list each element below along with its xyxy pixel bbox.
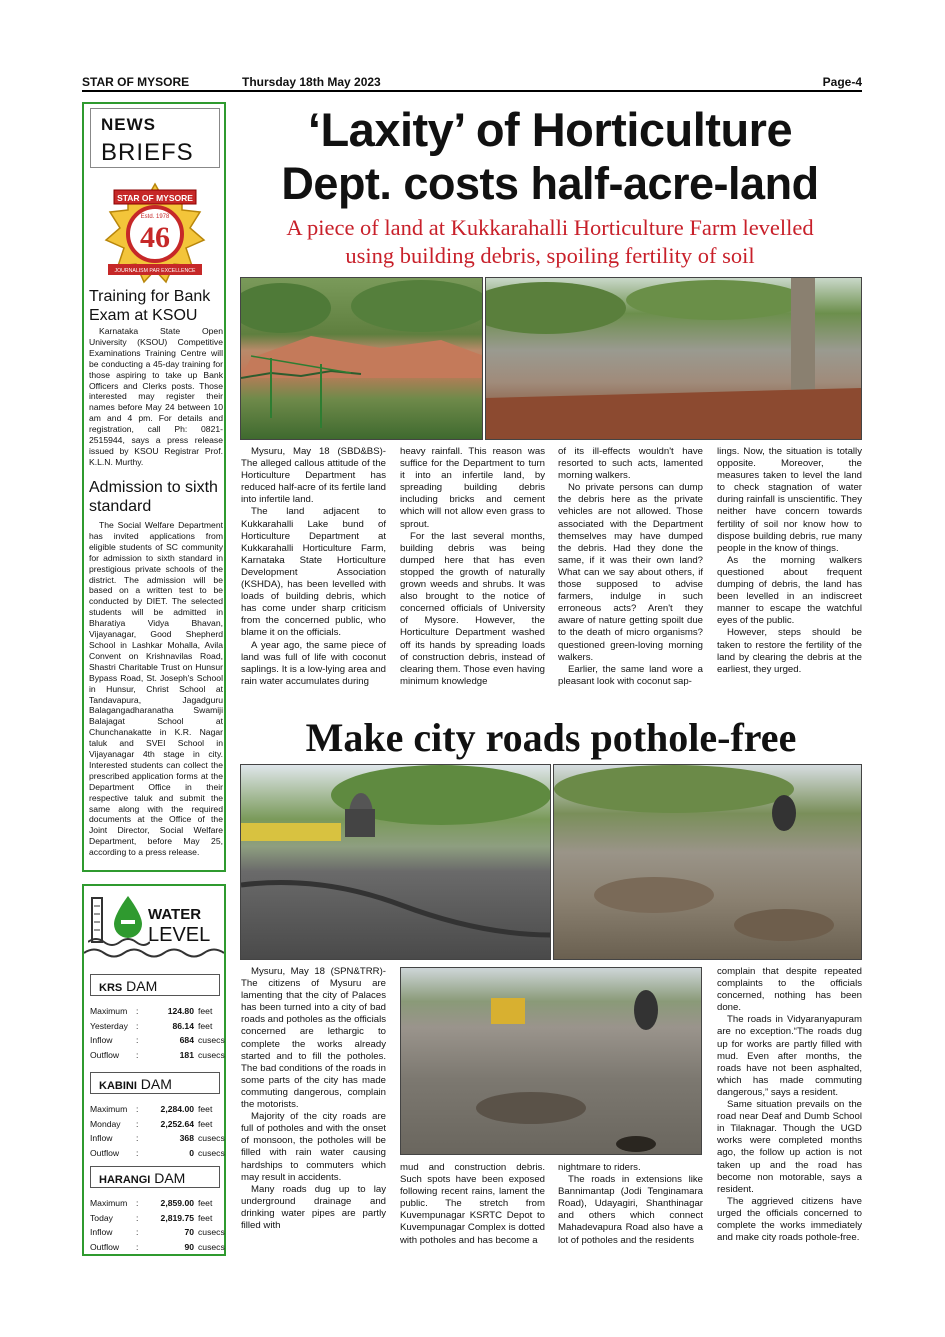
paragraph: For the last several months, building debris was being dumped here that has even stopped the growth of naturally grown weeds and shrubs. It was also brought to the notice of concerned officials of University of Mysore. However, the Horticulture Department washed off its hands by spreading loads of construction debris, instead of clearing them. Those even having minimum knowledge (400, 530, 545, 687)
story1-column-2 (400, 446, 545, 688)
story1-headline-line1: ‘Laxity’ of Horticulture (307, 103, 793, 156)
dam-row: Inflow : 70 cusecs (90, 1227, 225, 1237)
dam-row: Outflow : 181 cusecs (90, 1049, 225, 1060)
dam-kabini-title (90, 1072, 220, 1094)
paragraph: The roads in Vidyaranyapuram are no exception.“The roads dug up for works are partly filled with mud. Even after months, the roads have not been asphalted, which has made commuting dangerous,” says a resident. (717, 1014, 862, 1098)
dam-krs-title (90, 974, 220, 996)
dam-row: Maximum : 2,284.00 feet (90, 1104, 213, 1114)
dam-word: DAM (154, 1170, 186, 1186)
story2-column-3 (558, 1162, 703, 1247)
paragraph: Majority of the city roads are full of potholes and with the onset of monsoon, the potholes will be filled with rain water causing hardships to commuters which may result in accidents. (241, 1111, 386, 1183)
dam-kabini-name: KABINI (99, 1080, 137, 1092)
paragraph: nightmare to riders. (558, 1162, 641, 1173)
logo-text-tagline: JOURNALISM PAR EXCELLENCE (114, 268, 196, 274)
paragraph: However, steps should be taken to restore the fertility of the land by clearing the debris at the earliest, they urged. (717, 627, 862, 675)
photo-road-scooter (240, 764, 551, 960)
water-drop-icon (88, 892, 150, 950)
dam-harangi-name: HARANGI (99, 1174, 151, 1186)
story2-column-1 (241, 966, 386, 1232)
dam-row: Maximum : 124.80 feet (90, 1006, 213, 1016)
masthead (82, 72, 862, 92)
paragraph: complain that despite repeated complaints to the officials concerned, nothing has been done. (717, 966, 862, 1014)
paragraph: mud and construction debris. Such spots have been exposed following recent rains, lament the public. The stretch from Kuvempunagar KSRTC Depot to Kuvempunagar Complex is dotted with potholes and has become a (400, 1162, 545, 1246)
photo-road-autorickshaw (400, 967, 702, 1155)
dam-harangi-title (90, 1166, 220, 1188)
paragraph: The aggrieved citizens have urged the officials concerned to complete the works immediately and make city roads pothole-free. (717, 1195, 862, 1244)
paragraph: As the morning walkers questioned about frequent dumping of debris, the land has been levelled in an indiscreet manner to escape the watchful eyes of the public. (717, 554, 862, 627)
dam-row: Yesterday : 86.14 feet (90, 1020, 213, 1031)
dam-row: Maximum : 2,859.00 feet (90, 1198, 213, 1208)
paragraph: No private persons can dump the debris here as the private vehicles are not allowed. Those associated with the Department themselves may have dumped the debris. Had they done the same, if it was their own land? What can we say about others, if those supposed to advise farmers, indulge in such erroneous acts? Aren't they aware of nature getting spoilt due to the death of micro organisms? questioned green-loving morning walkers. (558, 482, 703, 663)
issue-date: Thursday 18th May 2023 (242, 75, 381, 89)
dam-row: Inflow : 684 cusecs (90, 1035, 225, 1045)
brief-heading: Admission to sixth standard (89, 479, 218, 515)
paragraph: The roads in extensions like Bannimantap (Jodi Tenginamara Road), Udayagiri, Shanthinagar and others which connect Mahadevapura Road also have a lot of potholes and the residents (558, 1174, 703, 1246)
story2-headline: Make city roads pothole-free (305, 715, 797, 760)
dam-krs-name: KRS (99, 982, 123, 994)
news-briefs-title (90, 108, 220, 168)
photo-levelled-land (485, 277, 862, 440)
story1-subhead-line1: A piece of land at Kukkarahalli Horticulture Farm levelled (286, 215, 814, 240)
story1-column-4 (717, 446, 862, 676)
dam-row: Outflow : 90 cusecs (90, 1241, 225, 1252)
water-title: WATER (148, 906, 202, 923)
paragraph: Many roads dug up to lay underground drainage and drinking water pipes are partly filled with (241, 1183, 386, 1231)
dam-harangi-table (90, 1196, 225, 1254)
story2-column-4 (717, 966, 862, 1244)
wave-divider (84, 946, 224, 960)
story2-column-2 (400, 1162, 545, 1247)
dam-krs-table (90, 1004, 225, 1062)
dam-kabini-table (90, 1102, 225, 1160)
page-number: Page-4 (822, 75, 862, 89)
paragraph: A year ago, the same piece of land was full of life with coconut saplings. It is a low-lying area and rain water accumulates during (241, 639, 386, 687)
dam-row: Inflow : 368 cusecs (90, 1133, 225, 1143)
dam-word: DAM (126, 978, 158, 994)
paragraph: Mysuru, May 18 (SBD&BS)- The alleged callous attitude of the Horticulture Department has reduced half-acre of its fertile land into infertile land. (241, 446, 386, 506)
paper-name: STAR OF MYSORE (82, 75, 190, 89)
logo-text-name: STAR OF MYSORE (117, 193, 193, 203)
paragraph: heavy rainfall. This reason was suffice for the Department to turn it into an infertile land, by spreading building debris including bricks and cement which will not allow even grass to sprout. (400, 446, 545, 530)
dam-word: DAM (140, 1076, 172, 1092)
news-briefs-panel (82, 102, 226, 872)
paragraph: The land adjacent to Kukkarahalli Lake bund of Horticulture Department at Kukkarahalli Horticulture Farm, Karnataka State Horticulture Development Association (KSHDA), has been levelled with loads of building debris, which has come under sharp criticism from the concerned public, who blame it on the officials. (241, 506, 386, 639)
news-briefs-word-news: NEWS (101, 115, 156, 134)
story1-headline-line2: Dept. costs half-acre-land (281, 158, 819, 209)
paragraph: Same situation prevails on the road near Deaf and Dumb School in Tilaknagar. Though the UGD works were completed months ago, the follow up action is not taken up and the road has become non motorable, says a resident. (717, 1099, 862, 1195)
dam-row: Today : 2,819.75 feet (90, 1212, 213, 1223)
paragraph: Earlier, the same land wore a pleasant look with coconut sap- (558, 663, 703, 687)
logo-text-number: 46 (140, 221, 170, 254)
water-level-panel (82, 884, 226, 1256)
story1-headline (240, 103, 860, 211)
paragraph: of its ill-effects wouldn't have resorted to such acts, lamented morning walkers. (558, 446, 703, 482)
brief-heading: Training for Bank Exam at KSOU (89, 288, 211, 324)
dam-row: Outflow : 0 cusecs (90, 1147, 225, 1158)
photo-road-potholes (553, 764, 862, 960)
news-briefs-word-briefs: BRIEFS (101, 139, 194, 166)
story1-column-3 (558, 446, 703, 688)
brief-body: The Social Welfare Department has invited applications from eligible students of SC community for admission to sixth standard in prestigious private schools of the district. The admission will be based on a written test to be conducted by DIET. The selected students will be admitted in Bharatiya Vidya Bhavan, Vijayanagar, Good Shepherd School in Lashkar Mohalla, Avila Convent on Krishnavilas Road, Shastri Charitable Trust on Hunsur Bypass Road, St. Joseph's School in Hunsur, Christ School at Tandavapura, Jagadguru Balagangadharanatha Swamiji Balajagat School at Chunchanakatte in K.R. Nagar taluk and SVEI School in Vijayanagar 4th stage in city. Interested students can collect the prescribed application forms at the Department Office in their respective taluk and submit the same along with the required documents at the Office of the Joint Director, Social Welfare Department, before May 25, according to a press release. (89, 520, 223, 858)
brief-body: Karnataka State Open University (KSOU) Competitive Examinations Training Centre will be conducting a 45-day training for those aspiring to take up Bank Officers and Clerks posts. Those interested may register their names before May 24 between 10 am and 4 pm. For details and registration, call Ph: 0821-2515944, says a press release issued by KSOU Registrar Prof. K.L.N. Murthy. (89, 326, 223, 467)
paragraph: Mysuru, May 18 (SPN&TRR)- The citizens of Mysuru are lamenting that the city of Palaces has been turned into a city of bad roads and potholes as the officials concerned are lethargic to complete the works already started and to fill the potholes. The bad conditions of the roads in some parts of the city has made commuting dangerous, complain the motorists. (241, 966, 386, 1111)
logo-text-estd: Estd. 1978 (140, 214, 170, 220)
story1-subheadline (236, 214, 864, 270)
anniversary-logo (94, 178, 216, 288)
story1-subhead-line2: using building debris, spoiling fertility of soil (345, 243, 755, 268)
story1-column-1 (241, 446, 386, 688)
paragraph: lings. Now, the situation is totally opposite. Moreover, the measures taken to level the land to check stagnation of water during rainfall is unscientific. They neither have concern towards fertility of soil nor know how to dispose building debris, rue many people in the know of things. (717, 446, 862, 554)
water-subtitle: LEVEL (148, 924, 211, 946)
dam-row: Monday : 2,252.64 feet (90, 1118, 213, 1129)
photo-debris-dump (240, 277, 483, 440)
